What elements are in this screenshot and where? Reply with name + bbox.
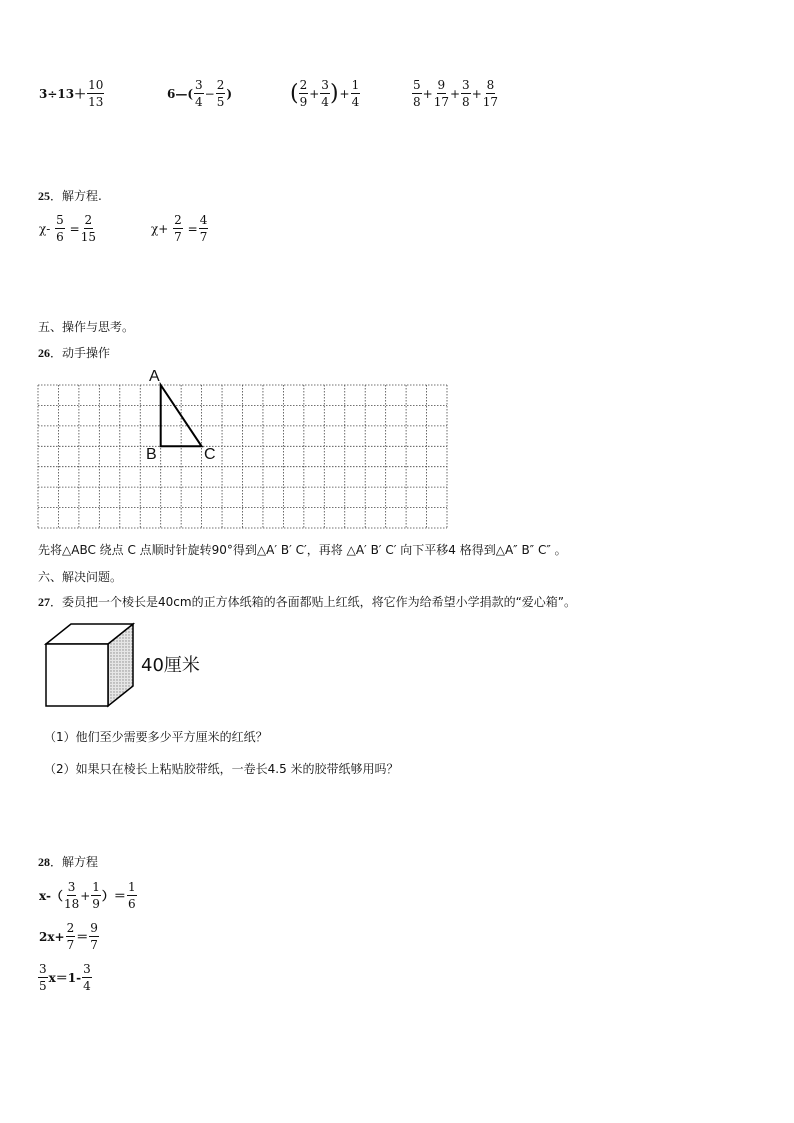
dotted-grid — [38, 385, 447, 528]
expr-3: ( $\frac{2}{9}$ + $\frac{3}{4}$ )+ $\frac{1}{4}$ — [290, 78, 360, 109]
question-27-sub-2: （2）如果只在棱长上粘贴胶带纸，一卷长4.5 米的胶带纸够用吗？ — [44, 762, 399, 776]
expr-2: 6—( $\frac{3}{4}$ − $\frac{2}{5}$ ) — [167, 78, 233, 109]
equation-25-2: χ+ $\frac{2}{7}$ = $\frac{4}{7}$ — [151, 213, 208, 244]
section-5-heading: 五、操作与思考。 — [38, 320, 135, 334]
cube-figure — [44, 622, 136, 708]
cube-edge-label: 40厘米 — [141, 655, 200, 676]
equation-28-3: $\frac{3}{5}$ x＝1- $\frac{3}{4}$ — [39, 962, 91, 993]
vertex-label-a: A — [149, 368, 160, 385]
question-26-instruction: 先将△ABC 绕点 C 点顺时针旋转90°得到△A′ B′ C′，再将 △A′ B′ C′ 向下平移4 格得到△A″ B″ C″ 。 — [38, 543, 567, 557]
equation-28-1: x-（ $\frac{3}{18}$ + $\frac{1}{9}$ ）＝ $\frac{1}{6}$ — [39, 880, 136, 911]
vertex-label-c: C — [204, 446, 216, 463]
vertex-label-b: B — [146, 446, 157, 463]
question-26-heading: 26．动手操作 — [38, 346, 111, 360]
grid-figure — [0, 0, 794, 540]
expr-4: $\frac{5}{8}$ + $\frac{9}{17}$ + $\frac{3}{8}$ + $\frac{8}{17}$ — [413, 78, 499, 109]
question-28-heading: 28．解方程 — [38, 855, 99, 869]
question-27-text: 27．委员把一个棱长是40cm的正方体纸箱的各面都贴上红纸，将它作为给希望小学捐款的“爱心箱”。 — [38, 595, 577, 609]
equation-28-2: 2x+ $\frac{2}{7}$ ＝ $\frac{9}{7}$ — [39, 921, 98, 952]
section-6-heading: 六、解决问题。 — [38, 570, 123, 584]
equation-25-1: χ- $\frac{5}{6}$ = $\frac{2}{15}$ — [39, 213, 96, 244]
expr-1: 3÷13＋ $\frac{10}{13}$ — [39, 78, 104, 109]
question-25-heading: 25．解方程. — [38, 189, 102, 203]
question-27-sub-1: （1）他们至少需要多少平方厘米的红纸？ — [44, 730, 268, 744]
